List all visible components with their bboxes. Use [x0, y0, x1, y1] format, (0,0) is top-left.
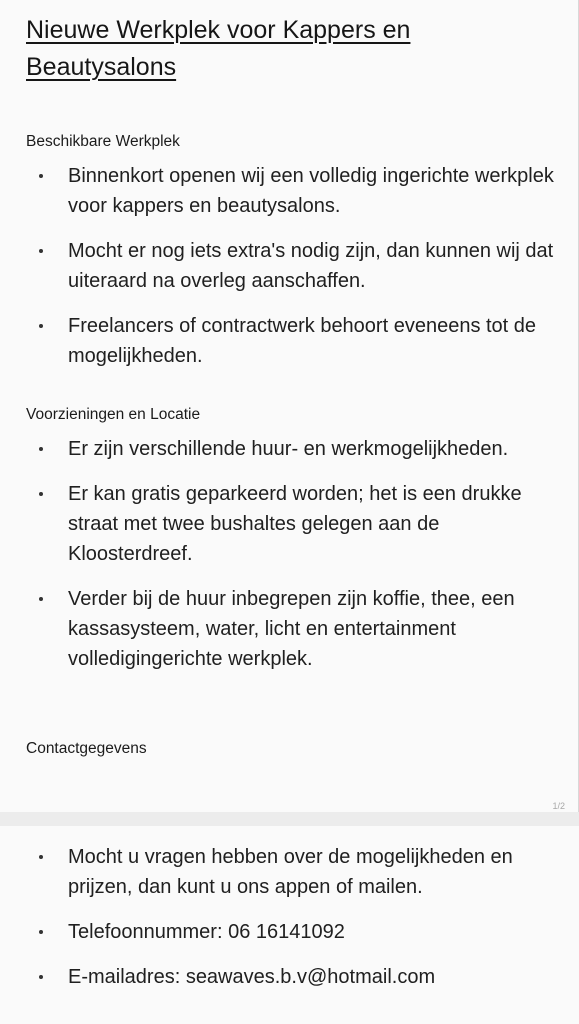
bullet-icon [39, 975, 43, 979]
list-item-text: Mocht u vragen hebben over de mogelijkheden en prijzen, dan kunt u ons appen of mailen. [68, 846, 513, 898]
bullet-icon [39, 174, 43, 178]
contact-list [0, 842, 568, 992]
list-item [0, 161, 568, 221]
bullet-icon [39, 447, 43, 451]
list-item-text: Er zijn verschillende huur- en werkmogelijkheden. [68, 438, 509, 460]
bullet-icon [39, 855, 43, 859]
page-indicator: 1/2 [552, 801, 565, 811]
section-heading-contact: Contactgegevens [26, 740, 147, 757]
list-item [0, 584, 568, 674]
bullet-icon [39, 492, 43, 496]
werkplek-list [0, 161, 568, 371]
bullet-icon [39, 249, 43, 253]
list-item-text: Verder bij de huur inbegrepen zijn koffie, thee, een kassasysteem, water, licht en entertainment volledigingerichte werkplek. [68, 588, 515, 670]
list-item-text: Mocht er nog iets extra's nodig zijn, dan kunnen wij dat uiteraard na overleg aanschaffen. [68, 240, 554, 292]
list-item [0, 311, 568, 371]
section-heading-werkplek: Beschikbare Werkplek [26, 133, 180, 150]
section-heading-voorzieningen: Voorzieningen en Locatie [26, 406, 201, 423]
list-item-text: Freelancers of contractwerk behoort eveneens tot de mogelijkheden. [68, 315, 537, 367]
voorzieningen-list [0, 434, 568, 674]
bullet-icon [39, 930, 43, 934]
list-item-text: Telefoonnummer: 06 16141092 [68, 921, 345, 943]
bullet-icon [39, 597, 43, 601]
list-item-text: Er kan gratis geparkeerd worden; het is een drukke straat met twee bushaltes gelegen aan de Kloosterdreef. [68, 483, 522, 565]
document-title: Nieuwe Werkplek voor Kappers en Beautysalons [26, 16, 411, 81]
bullet-icon [39, 324, 43, 328]
page-separator [0, 812, 579, 826]
list-item [0, 434, 568, 464]
list-item-text: Binnenkort openen wij een volledig ingerichte werkplek voor kappers en beautysalons. [68, 165, 554, 217]
list-item [0, 842, 568, 902]
list-item [0, 917, 568, 947]
list-item-text: E-mailadres: seawaves.b.v@hotmail.com [68, 966, 436, 988]
list-item [0, 479, 568, 569]
list-item [0, 962, 568, 992]
list-item [0, 236, 568, 296]
document-page-2 [0, 826, 579, 1024]
